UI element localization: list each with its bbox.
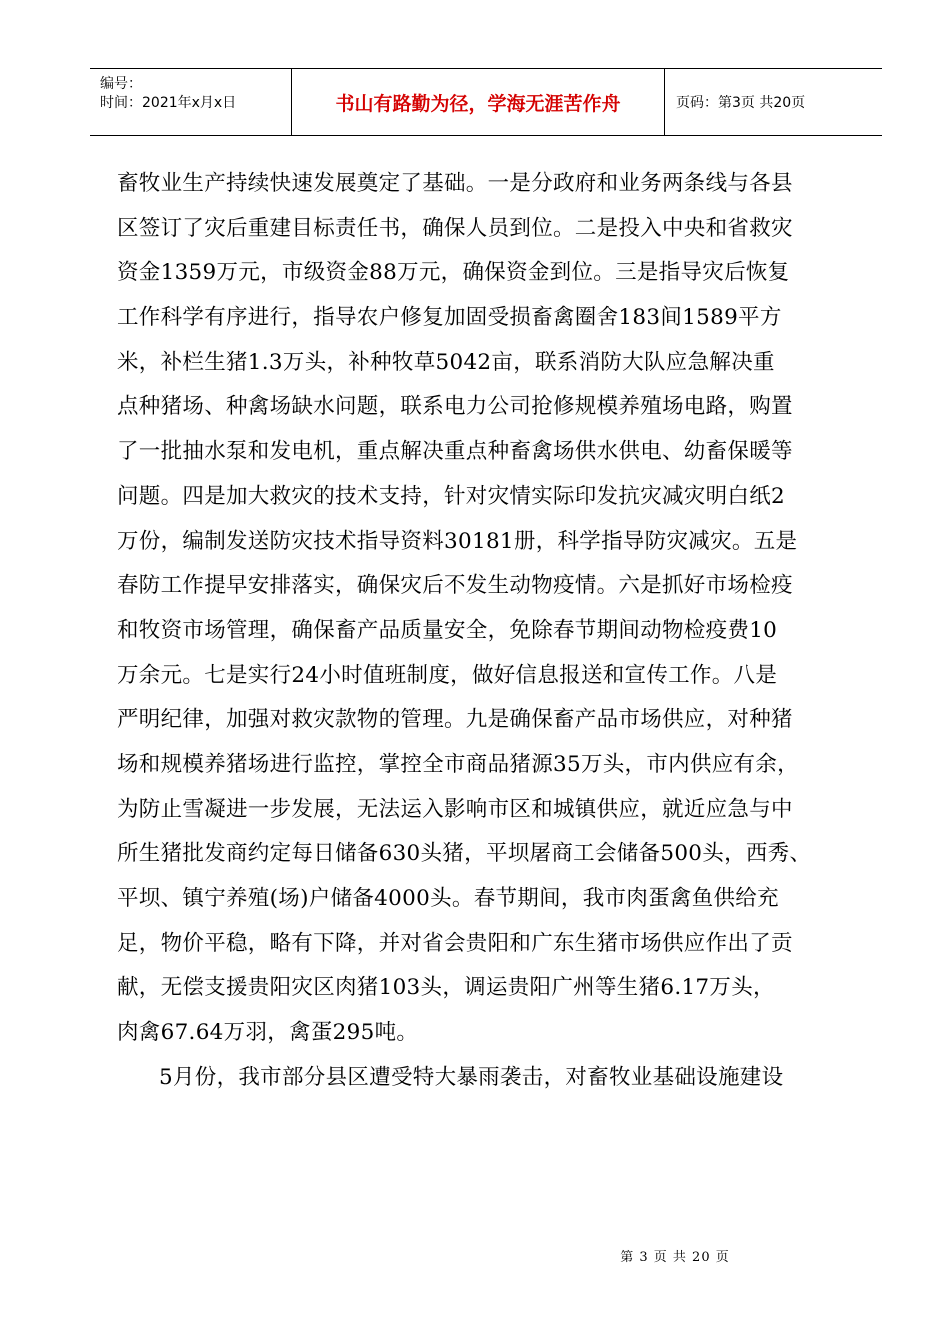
body-line: 严明纪律，加强对救灾款物的管理。九是确保畜产品市场供应，对种猪 [117,707,793,733]
body-line: 万余元。七是实行24小时值班制度，做好信息报送和宣传工作。八是 [117,662,778,688]
page-footer [0,1246,950,1265]
document-time-label: 时间：2021年x月x日 [100,95,237,111]
body-line: 春防工作提早安排落实，确保灾后不发生动物疫情。六是抓好市场检疫 [117,573,793,599]
body-line: 米，补栏生猪1.3万头，补种牧草5042亩，联系消防大队应急解决重 [117,349,775,375]
body-line: 肉禽67.64万羽，禽蛋295吨。 [117,1020,419,1046]
document-body [117,162,859,1100]
body-line: 平坝、镇宁养殖(场)户储备4000头。春节期间，我市肉蛋禽鱼供给充 [117,886,779,911]
body-line: 万份，编制发送防灾技术指导资料30181册，科学指导防灾减灾。五是 [117,528,798,554]
body-line: 问题。四是加大救灾的技术支持，针对灾情实际印发抗灾减灾明白纸2 [117,483,785,509]
body-line: 为防止雪凝进一步发展，无法运入影响市区和城镇供应，就近应急与中 [117,796,793,822]
header-page-number: 页码：第3页 共20页 [676,95,806,111]
body-line: 了一批抽水泵和发电机，重点解决重点种畜禽场供水供电、幼畜保暖等 [117,439,793,465]
header-meta [90,69,292,135]
body-line: 资金1359万元，市级资金88万元，确保资金到位。三是指导灾后恢复 [117,260,790,286]
body-line: 点种猪场、种禽场缺水问题，联系电力公司抢修规模养殖场电路，购置 [117,394,793,420]
body-line: 足，物价平稳，略有下降，并对省会贵阳和广东生猪市场供应作出了贡 [117,930,793,956]
body-line: 和牧资市场管理，确保畜产品质量安全，免除春节期间动物检疫费10 [117,617,778,643]
body-line: 工作科学有序进行，指导农户修复加固受损畜禽圈舍183间1589平方 [117,305,782,331]
body-line: 畜牧业生产持续快速发展奠定了基础。一是分政府和业务两条线与各县 [117,171,793,196]
body-line: 区签订了灾后重建目标责任书，确保人员到位。二是投入中央和省救灾 [117,215,793,241]
body-line: 献，无偿支援贵阳灾区肉猪103头，调运贵阳广州等生猪6.17万头， [117,975,775,1001]
header-motto: 书山有路勤为径，学海无涯苦作舟 [292,69,665,135]
body-line: 场和规模养猪场进行监控，掌控全市商品猪源35万头，市内供应有余， [117,751,799,777]
page-header [90,68,882,136]
footer-page-number: 第 3 页 共 20 页 [620,1250,730,1265]
paragraph-start-line: 5月份，我市部分县区遭受特大暴雨袭击，对畜牧业基础设施建设 [159,1064,784,1090]
body-line: 所生猪批发商约定每日储备630头猪，平坝屠商工会储备500头，西秀、 [117,841,812,867]
document-id-label: 编号： [100,76,142,92]
